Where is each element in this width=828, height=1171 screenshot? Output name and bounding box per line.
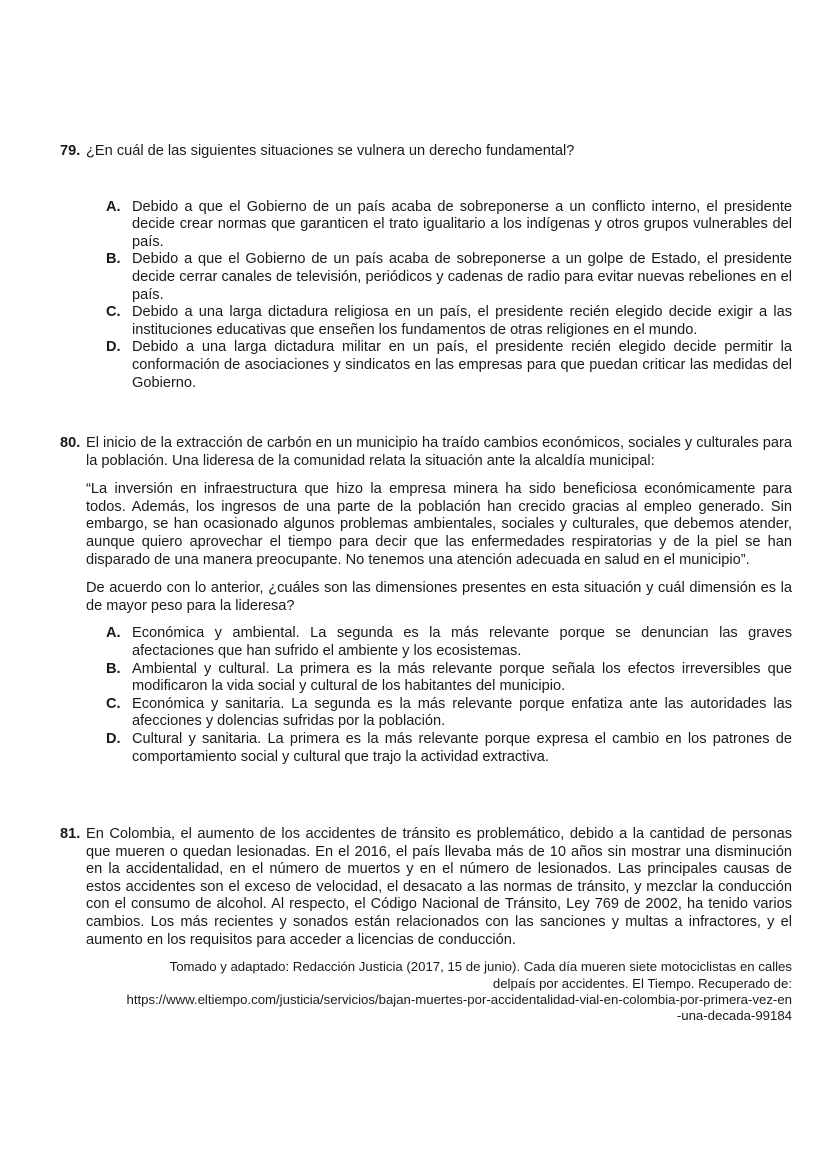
option-c[interactable] xyxy=(106,304,792,339)
option-letter: D. xyxy=(106,339,121,356)
option-letter: A. xyxy=(106,198,121,215)
option-text: Económica y ambiental. La segunda es la más relevante porque se denuncian las graves afectaciones que han sufrido el ambiente y los ecosistemas. xyxy=(132,625,792,659)
answer-options xyxy=(106,625,792,766)
option-letter: B. xyxy=(106,660,121,677)
option-letter: C. xyxy=(106,695,121,712)
option-letter: D. xyxy=(106,730,121,747)
option-text: Económica y sanitaria. La segunda es la más relevante porque enfatiza ante las autoridades las afecciones y dolencias sufridas por la población. xyxy=(132,695,792,730)
question-number: 81. xyxy=(60,826,81,842)
option-text: Debido a que el Gobierno de un país acaba de sobreponerse a un golpe de Estado, el presidente decide cerrar canales de televisión, periódicos y cadenas de radio para evitar nuevas rebeliones en el país. xyxy=(132,251,792,303)
source-url: https://www.eltiempo.com/justicia/servicios/bajan-muertes-por-accidentalidad-vial-en-colombia-por-primera-vez-en xyxy=(126,991,792,1007)
question-number: 80. xyxy=(60,435,81,451)
option-text: Debido a una larga dictadura militar en un país, el presidente recién elegido decide permitir la conformación de asociaciones y sindicatos en las empresas para que puedan criticar las medidas del Gobierno. xyxy=(132,339,792,391)
question-context: En Colombia, el aumento de los accidentes de tránsito es problemático, debido a la cantidad de personas que mueren o quedan lesionadas. En el 2016, el país llevaba más de 10 años sin mostrar una disminución en la accidentalidad, en el número de muertos y en el número de lesionados. Las principales causas de estos accidentes son el exceso de velocidad, el desacato a las normas de tránsito, y mezclar la conducción con el consumo de alcohol. Al respecto, el Código Nacional de Tránsito, Ley 769 de 2002, ha tenido varios cambios. Los más recientes y sonados están relacionados con las sanciones y multas a infractores, y el aumento en los requisitos para acceder a licencias de conducción. xyxy=(86,826,792,948)
citation-line: Tomado y adaptado: Redacción Justicia (2017, 15 de junio). Cada día mueren siete motociclistas en calles xyxy=(169,959,792,975)
question-intro: El inicio de la extracción de carbón en un municipio ha traído cambios económicos, sociales y culturales para la población. Una lideresa de la comunidad relata la situación ante la alcaldía municipal: xyxy=(86,435,792,469)
option-letter: B. xyxy=(106,251,121,268)
option-letter: C. xyxy=(106,304,121,321)
question-79 xyxy=(60,143,792,392)
option-b[interactable] xyxy=(106,251,792,304)
citation-line: delpaís por accidentes. El Tiempo. Recuperado de: xyxy=(492,975,792,991)
question-81 xyxy=(60,826,792,1025)
question-text: De acuerdo con lo anterior, ¿cuáles son las dimensiones presentes en esta situación y cuál dimensión es la de mayor peso para la lideresa? xyxy=(86,580,792,614)
option-a[interactable] xyxy=(106,199,792,252)
testimony-quote: “La inversión en infraestructura que hizo la empresa minera ha sido beneficiosa económicamente para todos. Además, los ingresos de una parte de la población han crecido gracias al empleo generado. Sin embargo, se han ocasionado algunos problemas ambientales, sociales y culturales, que debemos atender, aunque quiero aprovechar el tiempo para decir que las enfermedades respiratorias y de la piel se han disparado de una manera preocupante. No tenemos una atención adecuada en salud en el municipio”. xyxy=(86,481,792,568)
answer-options xyxy=(106,199,792,393)
source-citation xyxy=(86,959,792,1025)
option-text: Debido a una larga dictadura religiosa en un país, el presidente recién elegido decide exigir a las instituciones educativas que enseñen los fundamentos de otras religiones en el mundo. xyxy=(132,304,792,338)
option-b[interactable] xyxy=(106,661,792,696)
option-text: Ambiental y cultural. La primera es la más relevante porque señala los efectos irreversibles que modificaron la vida social y cultural de los habitantes del municipio. xyxy=(132,660,792,695)
question-text: ¿En cuál de las siguientes situaciones se vulnera un derecho fundamental? xyxy=(86,143,575,159)
option-text: Cultural y sanitaria. La primera es la más relevante porque expresa el cambio en los patrones de comportamiento social y cultural que trajo la actividad extractiva. xyxy=(132,730,792,765)
question-80 xyxy=(60,435,792,766)
option-text: Debido a que el Gobierno de un país acaba de sobreponerse a un conflicto interno, el presidente decide crear normas que garanticen el trato igualitario a los indígenas y otros grupos vulnerables del país. xyxy=(132,198,792,250)
option-letter: A. xyxy=(106,625,121,642)
question-number: 79. xyxy=(60,143,81,159)
source-url-continued: -una-decada-99184 xyxy=(676,1008,792,1024)
option-a[interactable] xyxy=(106,625,792,660)
option-d[interactable] xyxy=(106,731,792,766)
option-c[interactable] xyxy=(106,696,792,731)
option-d[interactable] xyxy=(106,339,792,392)
